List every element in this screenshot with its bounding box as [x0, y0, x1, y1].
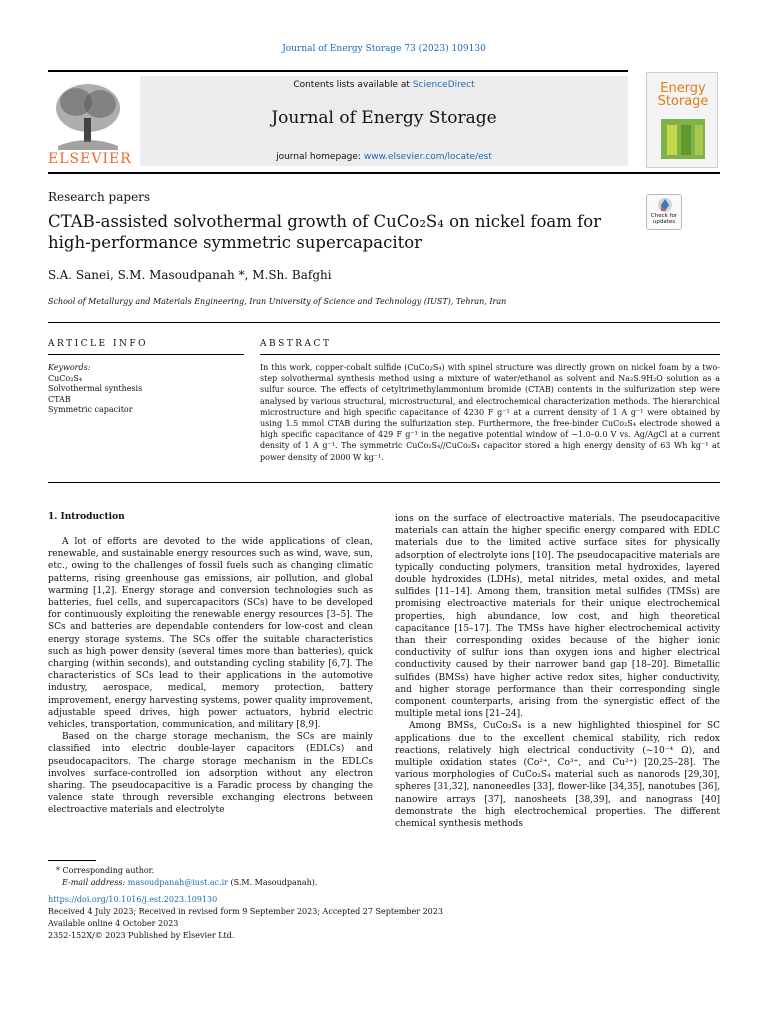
publisher-wordmark: ELSEVIER — [48, 151, 132, 167]
crossmark-icon — [647, 195, 683, 215]
email-link[interactable]: masoudpanah@iust.ac.ir — [127, 878, 228, 888]
online-date: Available online 4 October 2023 — [48, 919, 179, 929]
keyword: Solvothermal synthesis — [48, 384, 143, 393]
corresponding-note: * Corresponding author. — [56, 866, 155, 875]
paragraph: Among BMSs, CuCo₂S₄ is a new highlighted thiospinel for SC applications due to the excellent chemical stability, rich redox reactions, relatively high electrical conductivity (~10⁻⁴ Ω), and multiple oxidation states (Co²⁺, Co³⁺, and Cu²⁺) [20,25–28]. The various morphologies of CuCo₂S₄ material such as nanorods [29,30], spheres [31,32], nanoneedles [33], flower-like [34,35], nanotubes [36], nanowire arrays [37], nanosheets [38,39], and nanograss [40] demonstrate the high electrochemical properties. The different chemical synthesis methods — [395, 721, 720, 830]
affiliation: School of Metallurgy and Materials Engineering, Iran University of Science and Technology (IUST), Tehran, Iran — [48, 297, 507, 306]
abstract-text: In this work, copper-cobalt sulfide (CuCo₂S₄) with spinel structure was directly grown on nickel foam by a two-step solvothermal synthesis method using a mixture of water/ethanol as solvent and Na₂S.9H₂O solution as a sulfur source. The effects of cetyltrimethylammonium bromide (CTAB) contents in the sulfurization step were analysed by various structural, microstructural, and electrochemical characterization methods. The hierarchical microstructure and high specific capacitance of 4230 F g⁻¹ at a current density of 1 A g⁻¹ were obtained by using 1.5 mmol CTAB during the sulfurization step. Furthermore, the free-binder CuCo₂S₄ electrode showed a high specific capacitance of 429 F g⁻¹ in the negative potential window of −1.0–0.0 V vs. Ag/AgCl at a current density of 1 A g⁻¹. The symmetric CuCo₂S₄//CuCo₂S₄ capacitor stored a high energy density of 63 Wh kg⁻¹ at power density of 2000 W kg⁻¹. — [260, 363, 720, 462]
email-label: E-mail address: — [62, 878, 128, 888]
title-line-1: CTAB-assisted solvothermal growth of CuCo₂S₄ on nickel foam for — [48, 212, 602, 231]
cover-title: Energy Storage — [657, 81, 709, 109]
header-rule — [48, 70, 628, 72]
divider — [260, 354, 720, 355]
received-dates: Received 4 July 2023; Received in revised form 9 September 2023; Accepted 27 September 2023 — [48, 906, 443, 916]
running-head[interactable]: Journal of Energy Storage 73 (2023) 109130 — [282, 44, 486, 54]
body-column-right — [395, 513, 720, 830]
author-list: S.A. Sanei, S.M. Masoudpanah *, M.Sh. Bafghi — [48, 268, 332, 282]
footnotes — [48, 865, 708, 943]
doi-link[interactable]: https://doi.org/10.1016/j.est.2023.109130 — [48, 894, 218, 904]
title-line-2: high-performance symmetric supercapacitor — [48, 233, 423, 252]
article-info-heading: ARTICLE INFO — [48, 339, 149, 349]
divider — [48, 354, 244, 355]
body-column-left — [48, 536, 373, 817]
keyword: CuCo₂S₄ — [48, 373, 83, 383]
divider — [48, 322, 720, 323]
homepage-prefix: journal homepage: — [276, 152, 364, 162]
contents-line — [140, 80, 628, 90]
section-label: Research papers — [48, 190, 151, 204]
paragraph: A lot of efforts are devoted to the wide applications of clean, renewable, and sustainable energy resources such as wind, wave, sun, etc., owing to the challenges of fossil fuels such as changing climatic patterns, rising greenhouse gas emissions, air pollution, and global warming [1,2]. Energy storage and conversion technologies such as batteries, fuel cells, and supercapacitors (SCs) have to be developed for continuously exploiting the renewable energy resources [3–5]. The SCs and batteries are dependable contenders for low-cost and clean energy storage systems. The SCs offer the suitable characteristics such as high power density (several times more than batteries), quick charging (within seconds), and outstanding cycling stability [6,7]. The characteristics of SCs lead to their applications in the automotive industry, aerospace, medical, memory protection, battery improvement, energy harvesting systems, power quality improvement, adjustable speed drives, high power actuators, hybrid electric vehicles, transportation, communication, and military [8,9]. — [48, 537, 373, 731]
homepage-line — [140, 152, 628, 162]
footnote-rule — [48, 860, 96, 861]
email-suffix: (S.M. Masoudpanah). — [228, 878, 318, 888]
header-rule-thick — [48, 172, 720, 174]
paragraph: ions on the surface of electroactive materials. The pseudocapacitive materials can attain the higher specific energy compared with EDLC materials due to the limited active surface sites for physically adsorption of electrolyte ions [10]. The pseudocapacitive materials are typically conducting polymers, transition metal hydroxides, layered double hydroxides (LDHs), metal nitrides, metal oxides, and metal sulfides [11–14]. Among them, transition metal sulfides (TMSs) are promising electroactive materials for their unique electrochemical properties, high abundance, low cost, and high theoretical capacitance [15–17]. The TMSs have higher electrochemical activity than their corresponding oxides because of the higher ionic conductivity of sulfur ions than oxygen ions and higher electrical conductivity caused by their narrower band gap [18–20]. Bimetallic sulfides (BMSs) have higher active redox sites, higher conductivity, and higher storage performance than their corresponding single component counterparts, arising from the synergistic effect of the multiple metal ions [21–24]. — [395, 514, 720, 720]
email-line — [48, 877, 708, 889]
section-heading: 1. Introduction — [48, 512, 125, 522]
paragraph: Based on the charge storage mechanism, the SCs are mainly classified into electric double-layer capacitors (EDLCs) and pseudocapacitors. The charge storage mechanism in the EDLCs involves surface-controlled ion adsorption without any electron sharing. The pseudocapacitive is a Faradic process by changing the valence state through reversible exchanging electrons between electroactive materials and electrolyte — [48, 732, 373, 816]
contents-prefix: Contents lists available at — [293, 80, 413, 90]
crossmark-label: Check for updates — [650, 213, 678, 225]
divider — [48, 482, 720, 483]
keyword: Symmetric capacitor — [48, 405, 133, 414]
article-title — [48, 211, 608, 253]
keywords-block — [48, 363, 244, 416]
abstract-heading: ABSTRACT — [260, 339, 332, 349]
copyright: 2352-152X/© 2023 Published by Elsevier Ltd. — [48, 931, 235, 941]
sciencedirect-link[interactable]: ScienceDirect — [412, 80, 475, 90]
homepage-link[interactable]: www.elsevier.com/locate/est — [363, 152, 492, 162]
journal-title: Journal of Energy Storage — [271, 108, 497, 128]
keyword: CTAB — [48, 394, 71, 404]
keywords-label: Keywords: — [48, 363, 91, 372]
